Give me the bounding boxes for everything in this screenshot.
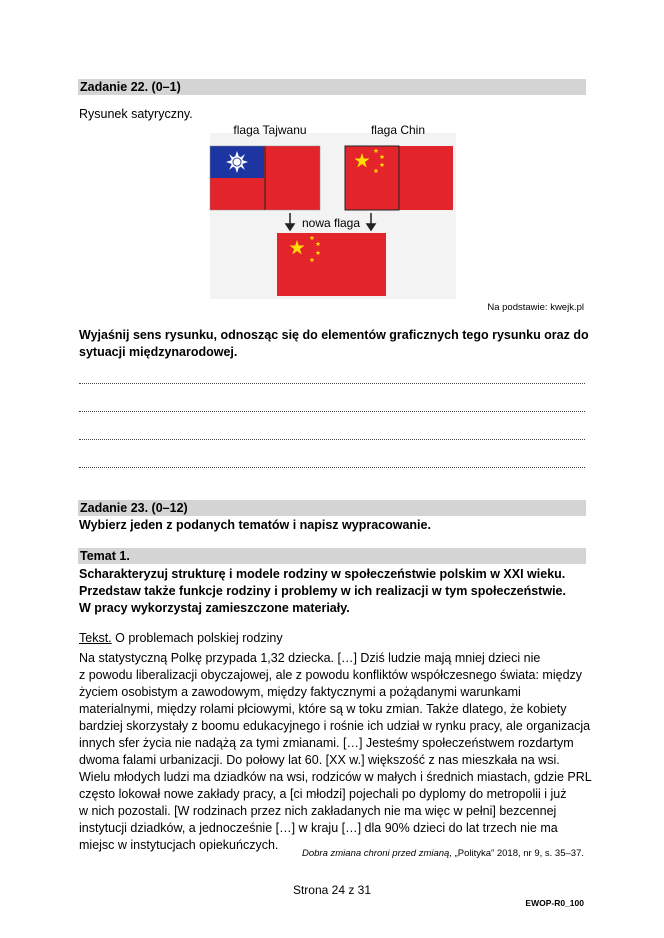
text-line: Wielu młodych ludzi ma dziadków na wsi, rodziców w małych i średnich miastach, gdzie PRL (79, 770, 592, 784)
text-line: dwoma falami urbanizacji. Do połowy lat 60. [XX w.] większość z nas mieszkała na wsi. (79, 753, 560, 767)
citation-title: Dobra zmiana chroni przed zmianą, (302, 848, 452, 859)
label-china: flaga Chin (370, 123, 426, 137)
text-line: instytucji dziadków, a jednocześnie […] w kraju […] dla 90% dzieci do lat trzech nie ma (79, 821, 558, 835)
citation (302, 848, 584, 859)
new-flag (277, 233, 386, 296)
task-22-header: Zadanie 22. (0–1) (78, 79, 586, 95)
text-line: Na statystyczną Polkę przypada 1,32 dziecka. […] Dziś ludzie mają mniej dzieci nie (79, 651, 541, 665)
topic-line-3: W pracy wykorzystaj zamieszczone materiały. (79, 601, 350, 615)
citation-details: „Polityka” 2018, nr 9, s. 35–37. (451, 848, 584, 859)
topic-line-1: Scharakteryzuj strukturę i modele rodziny w społeczeństwie polskim w XXI wieku. (79, 567, 566, 581)
page-number: Strona 24 z 31 (292, 883, 372, 897)
task-22-intro: Rysunek satyryczny. (79, 107, 193, 121)
text-line: często lokował nowe zakłady pracy, a [ci młodzi] pojechali po dyplomy do metropolii i już (79, 787, 567, 801)
label-taiwan: flaga Tajwanu (233, 123, 307, 137)
topic-header: Temat 1. (78, 548, 586, 564)
text-line: materialnymi, między rolami płciowymi, które są w toku zmian. Także dlatego, że kobiety (79, 702, 567, 716)
question-line-1: Wyjaśnij sens rysunku, odnosząc się do elementów graficznych tego rysunku oraz do (79, 328, 589, 342)
answer-line[interactable] (79, 457, 585, 468)
text-line: miejsc w instytucjach opiekuńczych. (79, 838, 279, 852)
text-line: innych sfer życia nie nadążą za tymi zmianami. […] Jesteśmy społeczeństwem rozdartym (79, 736, 574, 750)
task-23-header: Zadanie 23. (0–12) (78, 500, 586, 516)
satirical-cartoon (206, 123, 458, 299)
source-note: Na podstawie: kwejk.pl (487, 302, 584, 313)
question-line-2: sytuacji międzynarodowej. (79, 345, 238, 359)
text-line: bardziej skorzystały z boomu edukacyjnego i rośnie ich udział w rynku pracy, ale organizacja (79, 719, 591, 733)
text-title: O problemach polskiej rodziny (111, 631, 283, 645)
topic-line-2: Przedstaw także funkcje rodziny i problemy w ich realizacji w tym społeczeństwie. (79, 584, 566, 598)
text-line: w nich pozostali. [W rodzinach przez nich zakładanych nie ma więc w pełni] bezcennej (79, 804, 557, 818)
text-line: z powodu liberalizacji obyczajowej, ale z powodu konfliktów współczesnego świata: między (79, 668, 583, 682)
answer-line[interactable] (79, 401, 585, 412)
text-heading (79, 630, 283, 647)
taiwan-flag (210, 146, 320, 210)
answer-line[interactable] (79, 373, 585, 384)
china-flag (345, 146, 453, 210)
label-new-flag: nowa flaga (301, 216, 361, 230)
answer-line[interactable] (79, 429, 585, 440)
white-sun-icon (226, 151, 248, 173)
exam-code: EWOP-R0_100 (525, 898, 584, 908)
task-23-instruction: Wybierz jeden z podanych tematów i napisz wypracowanie. (79, 518, 431, 532)
text-line: życiem osobistym a zawodowym, między faktycznymi a pożądanymi warunkami (79, 685, 521, 699)
text-label: Tekst. (79, 631, 112, 645)
